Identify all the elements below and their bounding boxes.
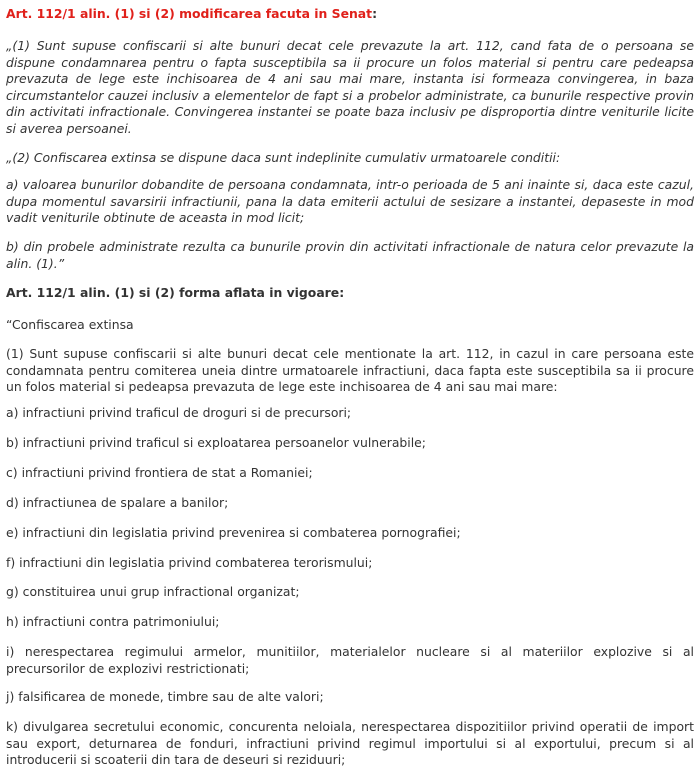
vigoare-item-d: d) infractiunea de spalare a banilor; bbox=[6, 495, 229, 510]
vigoare-heading-colon: : bbox=[339, 285, 345, 300]
vigoare-item-j: j) falsificarea de monede, timbre sau de alte valori; bbox=[6, 689, 324, 704]
vigoare-item-e: e) infractiuni din legislatia privind prevenirea si combaterea pornografiei; bbox=[6, 525, 461, 540]
senat-paragraph-2: „(2) Confiscarea extinsa se dispune daca sunt indeplinite cumulativ urmatoarele conditii: bbox=[6, 150, 561, 165]
senat-item-a: a) valoarea bunurilor dobandite de persoana condamnata, intr-o perioada de 5 ani inainte si, daca este cazul, dupa momentul savarsirii infractiunii, pana la data emiterii actului de sesizare a instantei, depaseste in mod vadit veniturile obtinute de aceasta in mod licit; bbox=[6, 177, 694, 225]
vigoare-item-h: h) infractiuni contra patrimoniului; bbox=[6, 614, 220, 629]
vigoare-paragraph-1: (1) Sunt supuse confiscarii si alte bunuri decat cele mentionate la art. 112, in cazul in care persoana este condamnata pentru comiterea uneia dintre urmatoarele infractiuni, daca fapta este susceptibila sa ii procure un folos material si pedeapsa prevazuta de lege este inchisoarea de 4 ani sau mai mare: bbox=[6, 346, 694, 394]
vigoare-item-b: b) infractiuni privind traficul si exploatarea persoanelor vulnerabile; bbox=[6, 435, 426, 450]
vigoare-item-k: k) divulgarea secretului economic, concurenta neloiala, nerespectarea dispozitiilor privind operatii de import sau export, deturnarea de fonduri, infractiuni privind regimul importului si al exportului, precum si al introducerii si scoaterii din tara de deseuri si reziduuri; bbox=[6, 719, 694, 767]
vigoare-item-g: g) constituirea unui grup infractional organizat; bbox=[6, 584, 300, 599]
vigoare-subtitle: “Confiscarea extinsa bbox=[6, 317, 134, 332]
vigoare-heading bbox=[6, 285, 694, 302]
vigoare-item-a: a) infractiuni privind traficul de droguri si de precursori; bbox=[6, 405, 352, 420]
vigoare-item-f: f) infractiuni din legislatia privind combaterea terorismului; bbox=[6, 555, 373, 570]
vigoare-item-c: c) infractiuni privind frontiera de stat a Romaniei; bbox=[6, 465, 313, 480]
senat-heading bbox=[6, 6, 694, 23]
senat-paragraph-1: „(1) Sunt supuse confiscarii si alte bunuri decat cele prevazute la art. 112, cand fata de o persoana se dispune condamnarea pentru o fapta susceptibila sa ii procure un folos material si pentru care pedeapsa prevazuta de lege este inchisoarea de 4 ani sau mai mare, instanta isi formeaza convingerea, in baza circumstantelor cauzei inclusiv a elementelor de fapt si a probelor administrate, ca bunurile respective provin din activitati infractionale. Convingerea instantei se poate baza inclusiv pe disproportia dintre veniturile licite si averea persoanei. bbox=[6, 38, 694, 136]
vigoare-heading-text: Art. 112/1 alin. (1) si (2) forma aflata in vigoare bbox=[6, 285, 340, 300]
vigoare-item-i: i) nerespectarea regimului armelor, munitiilor, materialelor nucleare si al materiilor explozive si al precursorilor de explozivi restrictionati; bbox=[6, 644, 694, 676]
senat-heading-text: Art. 112/1 alin. (1) si (2) modificarea facuta in Senat bbox=[6, 6, 373, 21]
senat-item-b: b) din probele administrate rezulta ca bunurile provin din activitati infractionale de natura celor prevazute la alin. (1).” bbox=[6, 239, 694, 271]
senat-heading-colon: : bbox=[372, 6, 378, 21]
